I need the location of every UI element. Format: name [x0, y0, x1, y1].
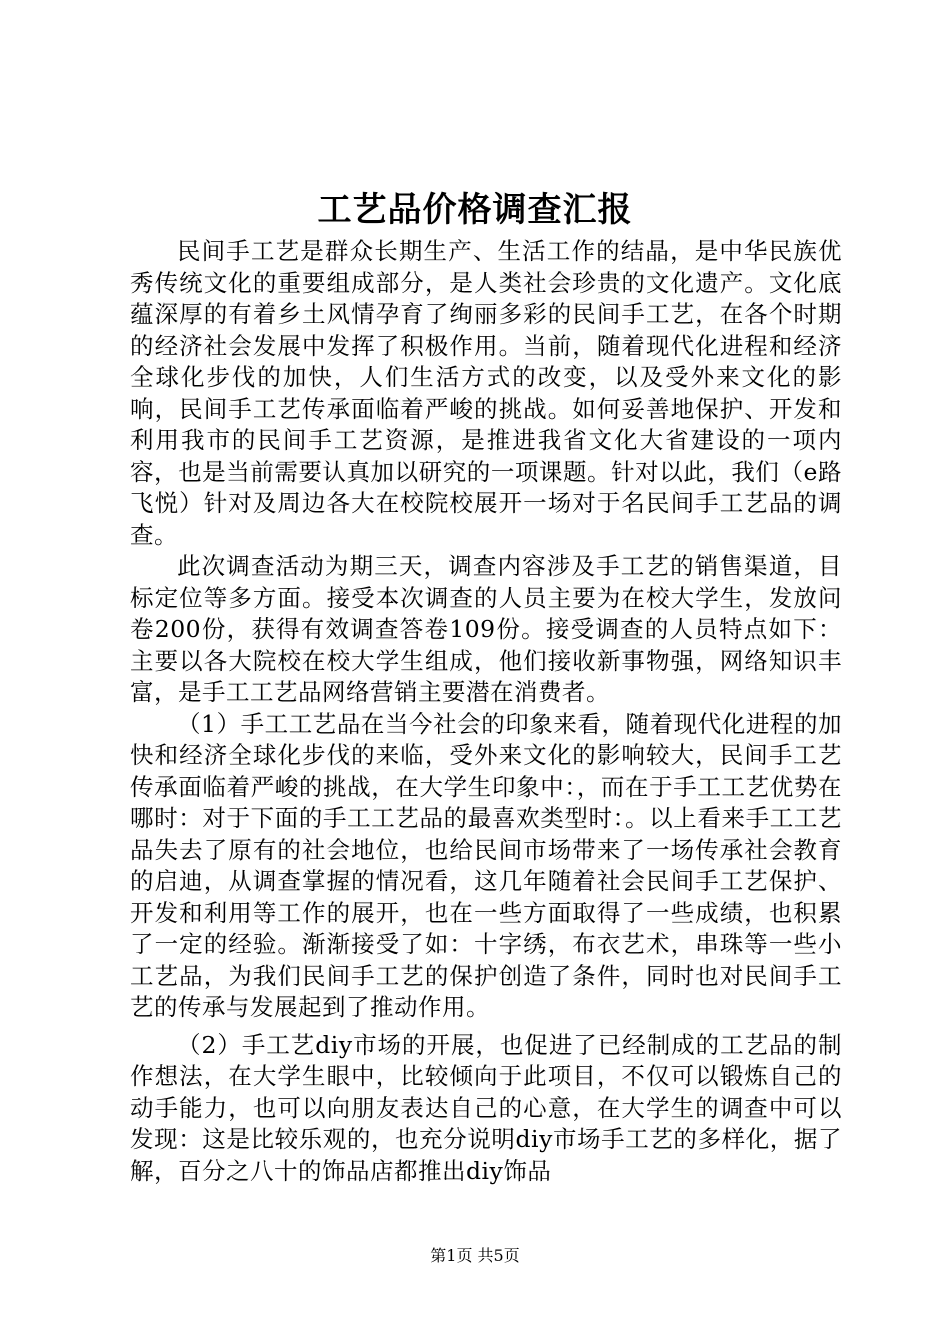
paragraph-point-1: （1）手工工艺品在当今社会的印象来看，随着现代化进程的加快和经济全球化步伐的来临，受外来文化的影响较大，民间手工艺传承面临着严峻的挑战，在大学生印象中：，而在于手工工艺优势在哪时：对于下面的手工工艺品的最喜欢类型时：。以上看来手工工艺品失去了原有的社会地位，也给民间市场带来了一场传承社会教育的启迪，从调查掌握的情况看，这几年随着社会民间手工艺保护、开发和利用等工作的展开，也在一些方面取得了一些成绩，也积累了一定的经验。渐渐接受了如：十字绣，布衣艺术，串珠等一些小工艺品，为我们民间手工艺的保护创造了条件，同时也对民间手工艺的传承与发展起到了推动作用。 [130, 709, 842, 1021]
page-footer: 第1页 共5页 [430, 1246, 520, 1265]
document-title: 工艺品价格调查汇报 [317, 190, 633, 230]
paragraph-point-2: （2）手工艺diy市场的开展，也促进了已经制成的工艺品的制作想法，在大学生眼中，比较倾向于此项目，不仅可以锻炼自己的动手能力，也可以向朋友表达自己的心意，在大学生的调查中可以发现：这是比较乐观的，也充分说明diy市场手工艺的多样化，据了解，百分之八十的饰品店都推出diy饰品 [130, 1030, 842, 1185]
paragraph-intro: 民间手工艺是群众长期生产、生活工作的结晶，是中华民族优秀传统文化的重要组成部分，是人类社会珍贵的文化遗产。文化底蕴深厚的有着乡土风情孕育了绚丽多彩的民间手工艺，在各个时期的经济社会发展中发挥了积极作用。当前，随着现代化进程和经济全球化步伐的加快，人们生活方式的改变，以及受外来文化的影响，民间手工艺传承面临着严峻的挑战。如何妥善地保护、开发和利用我市的民间手工艺资源，是推进我省文化大省建设的一项内容，也是当前需要认真加以研究的一项课题。针对以此，我们（e路飞悦）针对及周边各大在校院校展开一场对于名民间手工艺品的调查。 [130, 237, 842, 549]
paragraph-survey: 此次调查活动为期三天，调查内容涉及手工艺的销售渠道，目标定位等多方面。接受本次调查的人员主要为在校大学生，发放问卷200份，获得有效调查答卷109份。接受调查的人员特点如下：主要以各大院校在校大学生组成，他们接收新事物强，网络知识丰富，是手工工艺品网络营销主要潜在消费者。 [130, 552, 842, 706]
document-body [130, 236, 842, 1187]
